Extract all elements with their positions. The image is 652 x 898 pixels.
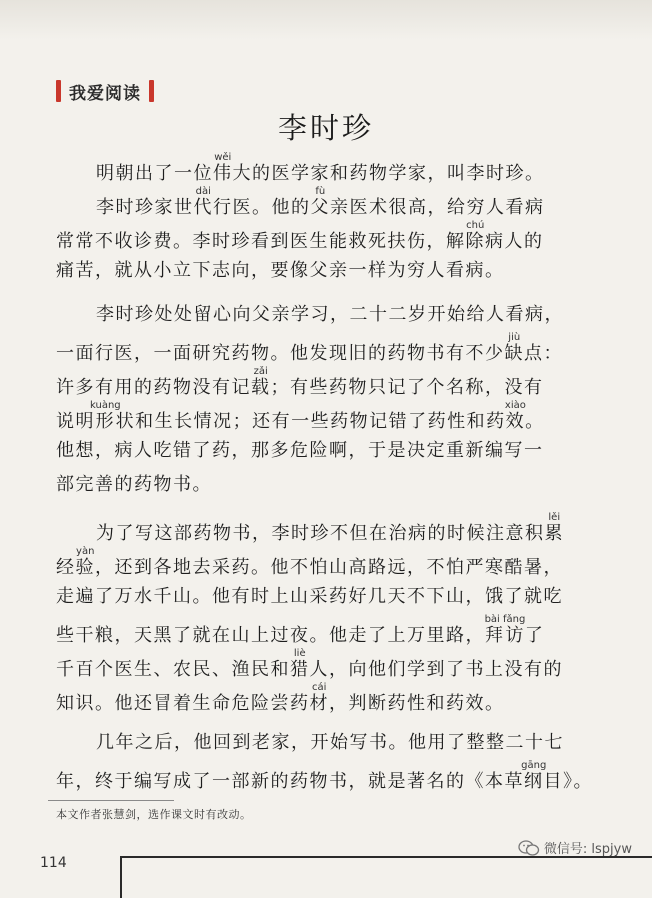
text-segment: 人，向他们学到了书上没有的 [309,659,563,680]
page-top-shade [0,0,652,40]
pinyin: dài [193,186,213,197]
text-line [56,298,576,332]
text-line [56,332,576,366]
text-line [56,220,576,254]
text-segment: 。 [525,411,545,432]
next-box-frame [120,856,652,898]
lesson-title: 李时珍 [277,111,374,145]
text-segment: 大的医学家和药物学家，叫李时珍。 [232,163,545,184]
text-segment: 许多有用的药物没有记 [56,377,251,398]
paragraph-gap [56,502,576,512]
text-line [56,614,576,648]
pinyin: bài fǎng [484,614,526,625]
text-segment: 为了写这部药物书，李时珍不但在治病的时候注意积 [96,523,545,544]
text-line [56,400,576,434]
text-segment: 知识。他还冒着生命危险尝药 [56,693,310,714]
watermark-text: 微信号: lspjyw [543,842,632,857]
footnote: 本文作者张慧剑，选作课文时有改动。 [56,808,252,821]
pinyin: jiù [504,332,524,343]
text-segment: 他想，病人吃错了药，那多危险啊，于是决定重新编写一 [56,440,544,461]
pinyin: liè [290,648,310,659]
pinyin-annotated-char: 纲gāng [521,760,547,792]
text-segment: 千百个医生、农民、渔民和 [56,659,290,680]
wechat-icon [518,839,540,857]
text-segment: 常常不收诊费。李时珍看到医生能救死扶伤，解 [56,231,466,252]
text-segment: 经 [56,557,76,578]
text-line [56,186,576,220]
text-segment: ；有些药物只记了个名称，没有 [270,377,544,398]
text-line [56,726,576,760]
pinyin-annotated-char: 伟wěi [213,152,233,184]
pinyin: zǎi [251,366,271,377]
text-line [56,366,576,400]
page-number: 114 [40,855,67,871]
pinyin-annotated-char: 父fù [310,186,330,218]
text-line [56,468,576,502]
text-segment: 行医。他的 [213,197,311,218]
text-segment: 几年之后，他回到老家，开始写书。他用了整整二十七 [96,732,564,753]
text-line [56,512,576,546]
text-line [56,682,576,716]
pinyin-annotated-char: 代dài [193,186,213,218]
text-line [56,580,576,614]
text-segment: 年，终于编写成了一部新的药物书，就是著名的《本草 [56,771,524,792]
text-segment: 李时珍处处留心向父亲学习，二十二岁开始给人看病， [96,304,564,325]
pinyin-annotated-char: 形kuàng [90,400,121,432]
section-label [56,78,154,104]
text-segment: 亲医术很高，给穷人看病 [330,197,545,218]
paragraph-gap [56,288,576,298]
pinyin: xiào [504,400,526,411]
text-line [56,434,576,468]
pinyin-annotated-char: 猎liè [290,648,310,680]
text-segment: 明朝出了一位 [96,163,213,184]
pinyin: lěi [544,512,564,523]
pinyin: chú [465,220,485,231]
text-segment: 李时珍家世 [96,197,194,218]
pinyin-annotated-char: 缺jiù [504,332,524,364]
text-segment: 走遍了万水千山。他有时上山采药好几天不下山，饿了就吃 [56,586,563,607]
text-segment: 痛苦，就从小立下志向，要像父亲一样为穷人看病。 [56,260,505,281]
pinyin: gāng [521,760,547,771]
text-line [56,760,593,794]
lesson-body [56,152,593,794]
text-line [56,254,576,288]
text-segment: 些干粮，天黑了就在山上过夜。他走了上万里路， [56,625,485,646]
pinyin-annotated-char: 累lěi [544,512,564,544]
pinyin-annotated-char: 材cái [309,682,329,714]
text-line [56,648,576,682]
section-label-text: 我爱阅读 [69,83,141,104]
text-segment: 了 [524,625,545,646]
pinyin: fù [310,186,330,197]
pinyin-annotated-char: 验yàn [75,546,95,578]
text-line [56,546,576,580]
text-segment: 病人的 [485,231,544,252]
text-segment: 目》。 [543,771,593,792]
pinyin-annotated-char: 拜访bài fǎng [484,614,526,646]
text-segment: 状和生长情况；还有一些药物记错了药性和药 [115,411,506,432]
text-line [56,152,576,186]
text-segment: 部完善的药物书。 [56,474,212,495]
pinyin-annotated-char: 除chú [465,220,485,252]
section-label-bar-left [56,80,61,102]
text-segment: ，判断药性和药效。 [329,693,505,714]
text-segment: 一面行医，一面研究药物。他发现旧的药物书有不少 [56,343,505,364]
text-segment: 点： [524,343,563,364]
pinyin: cái [309,682,329,693]
pinyin: yàn [75,546,95,557]
section-label-bar-right [149,80,154,102]
footnote-divider [48,800,174,801]
pinyin: kuàng [90,400,121,411]
pinyin-annotated-char: 效xiào [504,400,526,432]
pinyin-annotated-char: 载zǎi [251,366,271,398]
text-segment: 说明 [56,411,95,432]
pinyin: wěi [213,152,233,163]
text-segment: ，还到各地去采药。他不怕山高路远，不怕严寒酷暑， [95,557,563,578]
watermark [518,838,632,857]
